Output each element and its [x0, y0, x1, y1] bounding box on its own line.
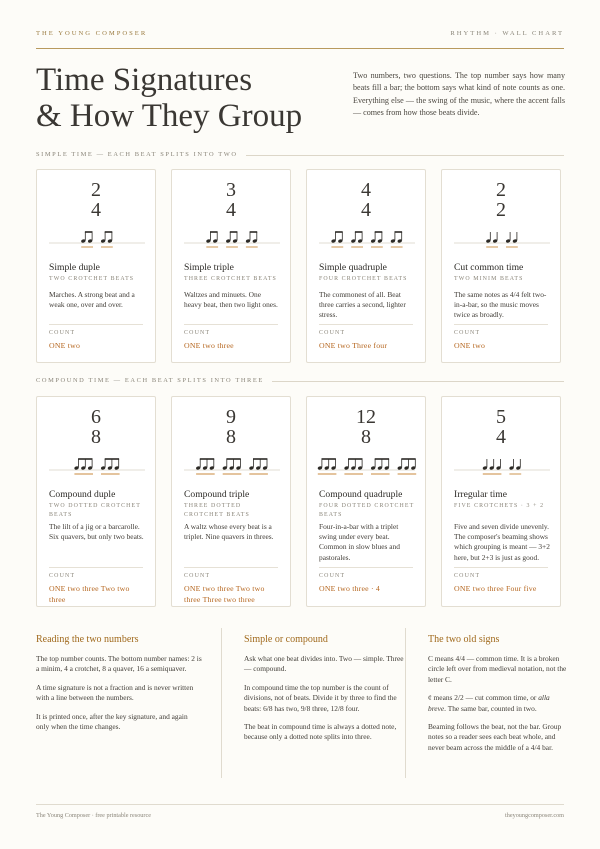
- footer-credit: The Young Composer · free printable resource: [36, 812, 151, 819]
- time-signature: [172, 407, 290, 447]
- chart-label: RHYTHM · WALL CHART: [450, 30, 564, 37]
- note-beam: [78, 458, 92, 460]
- reading-numbers-p2: A time signature is not a fraction and is never written with a line between the numbers.: [36, 682, 194, 703]
- intro-paragraph: Two numbers, two questions. The top number says how many beats fill a bar; the bottom says what kind of note counts as one. Everything else — the swing of the music, where the accent falls — comes from how those beats divide.: [353, 71, 565, 118]
- page-title-line-2: & How They Group: [36, 98, 303, 134]
- count-text: ONE two three: [184, 341, 234, 350]
- card-title: Compound triple: [184, 489, 250, 500]
- note-beam: [335, 231, 343, 233]
- time-signature-bottom: 4: [91, 199, 101, 221]
- note-beam: [105, 458, 119, 460]
- count-text: ONE two three Four five: [454, 584, 537, 593]
- card-description: The commonest of all. Beat three carries a second, lighter stress.: [319, 290, 406, 320]
- time-signature: [37, 180, 155, 220]
- beamed-notes: [182, 228, 280, 250]
- time-signature-bottom: 2: [496, 199, 506, 221]
- footer-divider: [36, 804, 564, 805]
- simple-section-heading: [36, 151, 564, 161]
- card-subtitle: FIVE CROTCHETS · 3 + 2: [454, 503, 545, 509]
- time-signature: [307, 180, 425, 220]
- note-beam: [250, 231, 258, 233]
- count-label: COUNT: [184, 330, 211, 336]
- note-groups-graphic: [452, 228, 552, 250]
- simple-or-compound-p1: Ask what one beat divides into. Two — simple. Three — compound.: [244, 654, 404, 674]
- old-signs-p2-a: ¢ means 2/2 — cut common time, or: [428, 693, 539, 703]
- note-beam: [375, 231, 383, 233]
- time-signature-card: [36, 396, 156, 607]
- count-label: COUNT: [319, 573, 346, 579]
- card-divider: [319, 324, 413, 325]
- count-text: ONE two: [49, 341, 81, 350]
- card-title: Irregular time: [454, 489, 508, 500]
- simple-or-compound-p3: The beat in compound time is always a dotted note, because only a dotted note splits into three.: [244, 722, 397, 742]
- time-signature-bottom: 4: [226, 199, 236, 221]
- time-signature-bottom: 8: [91, 426, 101, 448]
- time-signature-top: 6: [91, 406, 101, 428]
- count-label: COUNT: [319, 330, 346, 336]
- card-divider: [184, 567, 278, 568]
- compound-section-label: COMPOUND TIME — EACH BEAT SPLITS INTO THREE: [36, 377, 272, 384]
- card-description: Waltzes and minuets. One heavy beat, then two light ones.: [184, 290, 278, 310]
- note-beam: [226, 458, 240, 460]
- footer-website: theyoungcomposer.com: [505, 812, 564, 819]
- count-text: ONE two: [454, 341, 486, 350]
- page-title-line-1: Time Signatures: [36, 62, 253, 98]
- simple-or-compound-p2: In compound time the top number is the count of divisions, not of beats. Divide it by three to find the beats: 6/8 has two, 9/8 three, 12/8 four.: [244, 682, 397, 713]
- card-subtitle: THREE CROTCHET BEATS: [184, 276, 277, 282]
- card-divider: [49, 567, 143, 568]
- old-signs-p2: [428, 693, 568, 714]
- note-beam: [200, 458, 214, 460]
- reading-numbers-heading: Reading the two numbers: [36, 634, 139, 645]
- note-groups-graphic: [182, 228, 282, 250]
- card-divider: [319, 567, 413, 568]
- time-signature-bottom: 4: [496, 426, 506, 448]
- card-divider: [49, 324, 143, 325]
- beamed-notes: [317, 455, 415, 477]
- time-signature: [172, 180, 290, 220]
- simple-section-label: SIMPLE TIME — EACH BEAT SPLITS INTO TWO: [36, 151, 246, 158]
- card-description: A waltz whose every beat is a triplet. Nine quavers in threes.: [184, 522, 274, 542]
- time-signature-card: [441, 169, 561, 363]
- note-groups-graphic: [47, 455, 147, 477]
- top-bar: [36, 30, 564, 42]
- reading-numbers-column: [36, 634, 202, 740]
- card-divider: [454, 567, 548, 568]
- column-divider: [405, 628, 406, 778]
- card-title: Simple duple: [49, 262, 100, 273]
- old-signs-p2-b: . The same bar, counted in two.: [444, 703, 537, 713]
- card-title: Simple triple: [184, 262, 234, 273]
- note-groups-graphic: [47, 228, 147, 250]
- note-beam: [230, 231, 238, 233]
- reading-numbers-p3: It is printed once, after the key signature, and again only when the time changes.: [36, 711, 188, 732]
- old-signs-heading: The two old signs: [428, 634, 500, 645]
- count-text: ONE two Three four: [319, 341, 388, 350]
- card-divider: [454, 324, 548, 325]
- simple-or-compound-heading: Simple or compound: [244, 634, 328, 645]
- card-description: The lilt of a jig or a barcarolle. Six quavers, but only two beats.: [49, 522, 144, 542]
- old-signs-p1: C means 4/4 — common time. It is a broken circle left over from medieval notation, not the letter C.: [428, 654, 567, 684]
- note-beam: [375, 458, 389, 460]
- note-beam: [355, 231, 363, 233]
- count-text: ONE two three Two two three: [49, 584, 130, 604]
- time-signature-bottom: 8: [361, 426, 371, 448]
- time-signature-top: 9: [226, 406, 236, 428]
- time-signature-card: [171, 169, 291, 363]
- card-description: The same notes as 4/4 felt two-in-a-bar, so the music moves twice as broadly.: [454, 290, 547, 320]
- time-signature-card: [306, 169, 426, 363]
- card-title: Compound duple: [49, 489, 116, 500]
- count-label: COUNT: [49, 330, 76, 336]
- beamed-notes: [47, 455, 145, 477]
- note-beam: [85, 231, 93, 233]
- beamed-notes: [317, 228, 415, 250]
- note-beam: [253, 458, 267, 460]
- column-divider: [221, 628, 222, 778]
- simple-or-compound-column: [244, 634, 410, 751]
- brand-name: THE YOUNG COMPOSER: [36, 30, 148, 37]
- note-beam: [401, 458, 415, 460]
- card-subtitle: FOUR DOTTED CROTCHET BEATS: [319, 503, 415, 518]
- old-signs-p3: Beaming follows the beat, not the bar. Group notes so a reader sees each beat whole, and never beam across the middle of a 4/4 bar.: [428, 722, 562, 752]
- time-signature-top: 5: [496, 406, 506, 428]
- time-signature-bottom: 4: [361, 199, 371, 221]
- count-label: COUNT: [184, 573, 211, 579]
- header-divider: [36, 48, 564, 49]
- time-signature-card: [306, 396, 426, 607]
- count-label: COUNT: [454, 573, 481, 579]
- note-groups-graphic: [317, 455, 417, 477]
- card-title: Compound quadruple: [319, 489, 403, 500]
- card-title: Cut common time: [454, 262, 524, 273]
- note-beam: [348, 458, 362, 460]
- count-text: ONE two three Two two three Three two three: [184, 584, 265, 604]
- note-beam: [322, 458, 336, 460]
- time-signature-top: 4: [361, 179, 371, 201]
- note-groups-graphic: [317, 228, 417, 250]
- time-signature-top: 2: [496, 179, 506, 201]
- time-signature: [307, 407, 425, 447]
- beamed-notes: [47, 228, 145, 250]
- time-signature-card: [36, 169, 156, 363]
- note-beam: [105, 231, 113, 233]
- count-label: COUNT: [49, 573, 76, 579]
- time-signature: [442, 180, 560, 220]
- card-subtitle: TWO CROTCHET BEATS: [49, 276, 135, 282]
- time-signature-bottom: 8: [226, 426, 236, 448]
- card-subtitle: TWO DOTTED CROTCHET BEATS: [49, 503, 141, 518]
- time-signature-top: 12: [356, 406, 376, 428]
- time-signature-top: 3: [226, 179, 236, 201]
- beamed-notes: [452, 455, 550, 477]
- card-subtitle: TWO MINIM BEATS: [454, 276, 524, 282]
- time-signature-card: [441, 396, 561, 607]
- note-beam: [210, 231, 218, 233]
- card-description: Four-in-a-bar with a triplet swing under every beat. Common in slow blues and pastorales.: [319, 522, 400, 562]
- card-subtitle: THREE DOTTED CROTCHET BEATS: [184, 503, 250, 518]
- note-groups-graphic: [182, 455, 282, 477]
- note-groups-graphic: [452, 455, 552, 477]
- time-signature-top: 2: [91, 179, 101, 201]
- count-label: COUNT: [454, 330, 481, 336]
- time-signature-card: [171, 396, 291, 607]
- reading-numbers-p1: The top number counts. The bottom number names: 2 is a minim, 4 a crotchet, 8 a quaver, 16 a semiquaver.: [36, 654, 202, 674]
- beamed-notes: [452, 228, 550, 250]
- card-description: Five and seven divide unevenly. The composer's beaming shows which grouping is meant — 3+2 here, but 2+3 is just as good.: [454, 522, 550, 562]
- card-divider: [184, 324, 278, 325]
- card-title: Simple quadruple: [319, 262, 387, 273]
- old-signs-column: [428, 634, 568, 761]
- card-subtitle: FOUR CROTCHET BEATS: [319, 276, 408, 282]
- note-beam: [395, 231, 403, 233]
- page-title: [36, 62, 336, 134]
- footer: [36, 812, 564, 819]
- time-signature: [37, 407, 155, 447]
- count-text: ONE two three · 4: [319, 584, 380, 593]
- compound-section-heading: [36, 377, 564, 387]
- alla-breve-term: alla breve: [428, 693, 550, 713]
- time-signature: [442, 407, 560, 447]
- card-description: Marches. A strong beat and a weak one, over and over.: [49, 290, 135, 310]
- beamed-notes: [182, 455, 280, 477]
